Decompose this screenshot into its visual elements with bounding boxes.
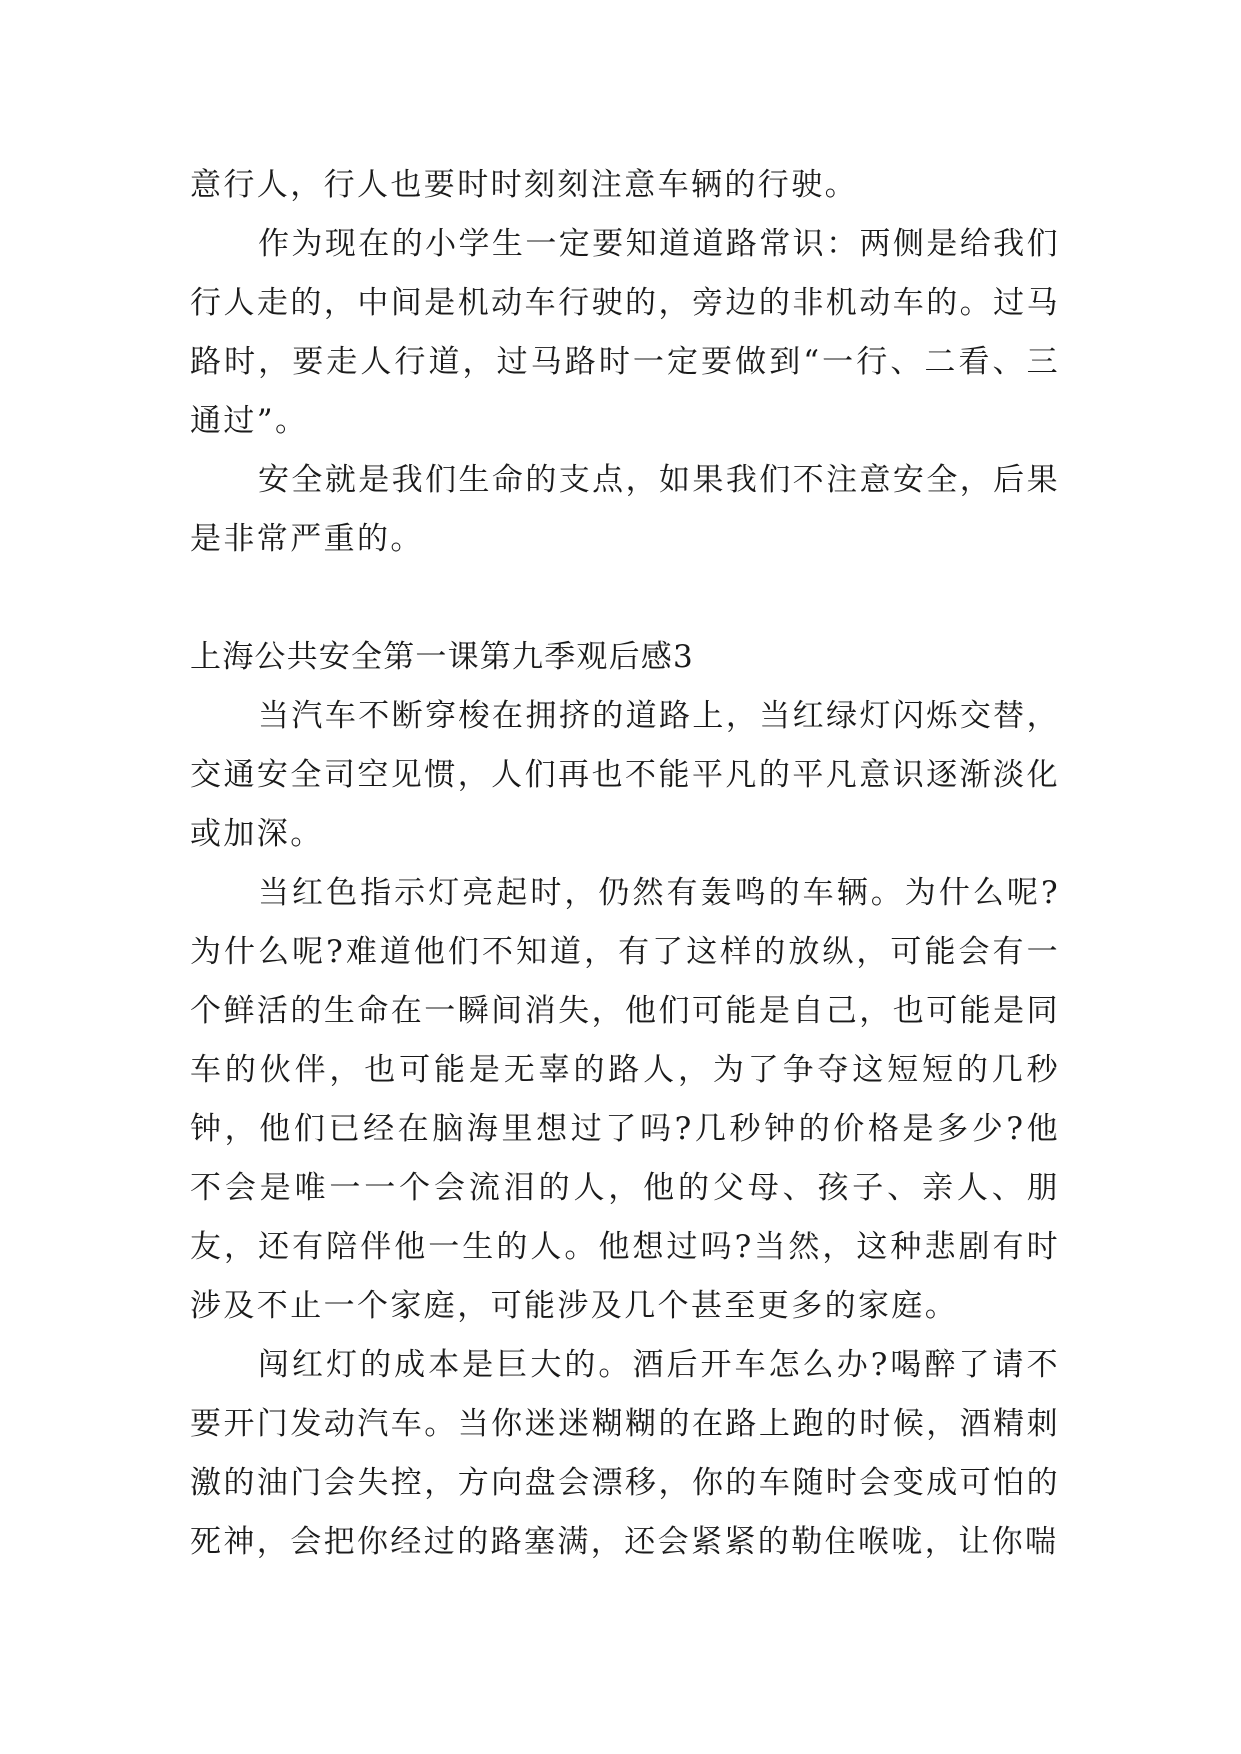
- paragraph-safety-fulcrum: 安全就是我们生命的支点，如果我们不注意安全，后果是非常严重的。: [190, 462, 1060, 557]
- section-heading: 上海公共安全第一课第九季观后感3: [190, 639, 694, 675]
- paragraph-continuation: 意行人，行人也要时时刻刻注意车辆的行驶。: [190, 167, 858, 203]
- paragraph-road-knowledge: 作为现在的小学生一定要知道道路常识：两侧是给我们行人走的，中间是机动车行驶的，旁边的非机动车的。过马路时，要走人行道，过马路时一定要做到“一行、二看、三通过”。: [190, 226, 1060, 439]
- paragraph-drunk-driving: 闯红灯的成本是巨大的。酒后开车怎么办?喝醉了请不要开门发动汽车。当你迷迷糊糊的在路上跑的时候，酒精刺激的油门会失控，方向盘会漂移，你的车随时会变成可怕的死神，会把你经过的路塞满，还会紧紧的勒住喉咙，让你喘: [190, 1347, 1060, 1560]
- paragraph-red-light: 当红色指示灯亮起时，仍然有轰鸣的车辆。为什么呢?为什么呢?难道他们不知道，有了这样的放纵，可能会有一个鲜活的生命在一瞬间消失，他们可能是自己，也可能是同车的伙伴，也可能是无辜的路人，为了争夺这短短的几秒钟，他们已经在脑海里想过了吗?几秒钟的价格是多少?他不会是唯一一个会流泪的人，他的父母、孩子、亲人、朋友，还有陪伴他一生的人。他想过吗?当然，这种悲剧有时涉及不止一个家庭，可能涉及几个甚至更多的家庭。: [190, 875, 1060, 1324]
- paragraph-traffic-intro: 当汽车不断穿梭在拥挤的道路上，当红绿灯闪烁交替，交通安全司空见惯，人们再也不能平凡的平凡意识逐渐淡化或加深。: [190, 698, 1060, 852]
- document-body: [190, 156, 1060, 1572]
- section-spacer: [190, 569, 1060, 628]
